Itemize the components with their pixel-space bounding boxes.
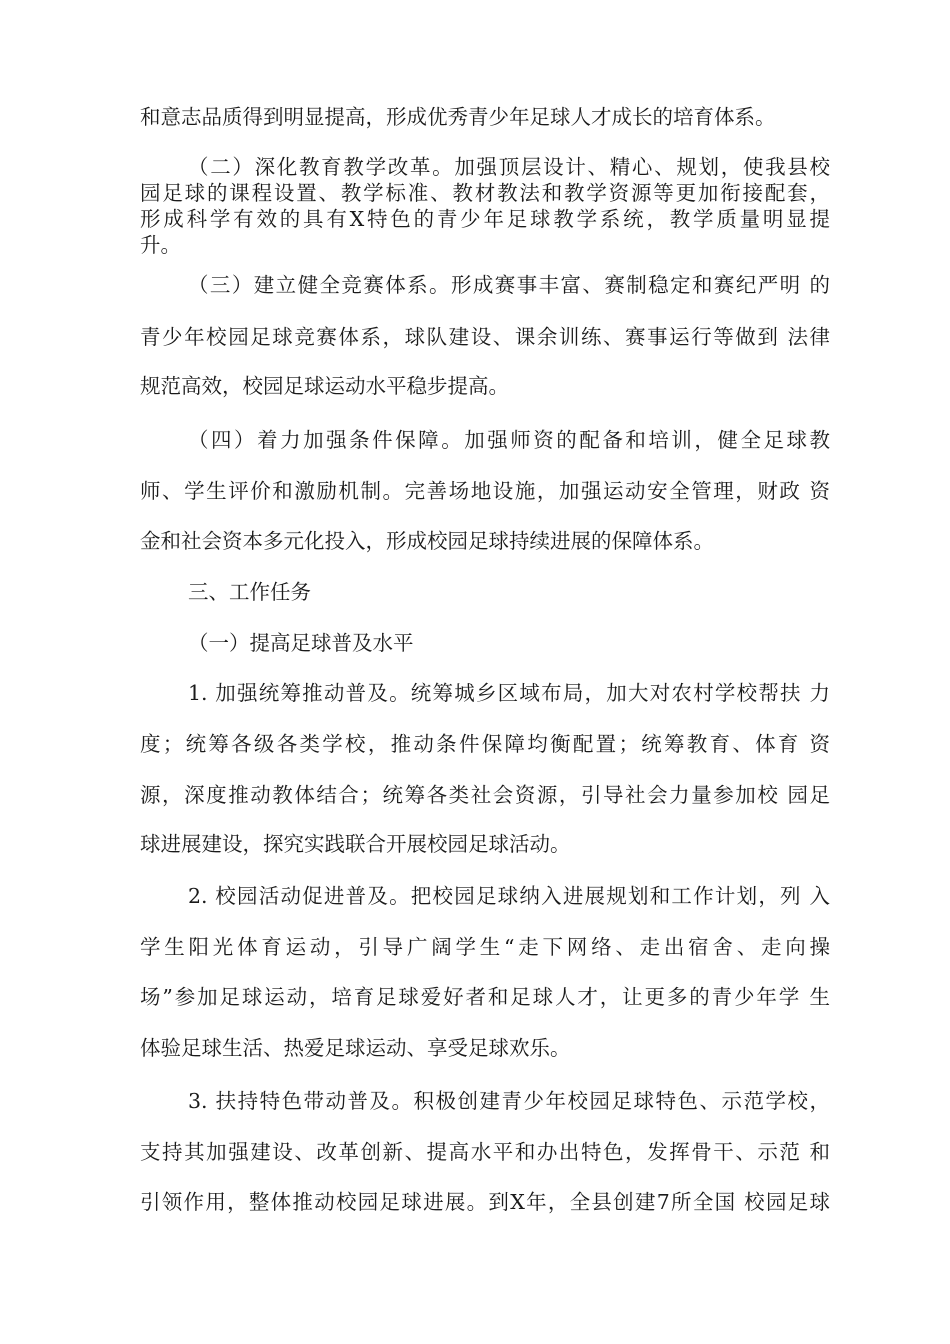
paragraph-line: 和意志品质得到明显提高，形成优秀青少年足球人才成长的培育体系。	[140, 105, 776, 129]
paragraph-line: 度；统筹各级各类学校，推动条件保障均衡配置；统筹教育、体育 资	[140, 732, 830, 756]
paragraph-line: 场”参加足球运动，培育足球爱好者和足球人才，让更多的青少年学 生	[140, 985, 830, 1009]
paragraph-line: 规范高效，校园足球运动水平稳步提高。	[140, 374, 509, 398]
paragraph-line: 青少年校园足球竞赛体系，球队建设、课余训练、赛事运行等做到 法律	[140, 325, 830, 349]
paragraph-line: 引领作用，整体推动校园足球进展。到X年，全县创建7所全国 校园足球	[140, 1190, 830, 1214]
paragraph-line: 源，深度推动教体结合；统筹各类社会资源，引导社会力量参加校 园足	[140, 783, 830, 807]
paragraph-line: 形成科学有效的具有X特色的青少年足球教学系统，教学质量明显提	[140, 207, 830, 231]
paragraph-line: 体验足球生活、热爱足球运动、享受足球欢乐。	[140, 1036, 571, 1060]
paragraph-line: 支持其加强建设、改革创新、提高水平和办出特色，发挥骨干、示范 和	[140, 1140, 830, 1164]
paragraph-line: 3. 扶持特色带动普及。积极创建青少年校园足球特色、示范学校，	[188, 1089, 830, 1113]
paragraph-line: 学生阳光体育运动，引导广阔学生“走下网络、走出宿舍、走向操	[140, 935, 830, 959]
paragraph-line: （三）建立健全竞赛体系。形成赛事丰富、赛制稳定和赛纪严明 的	[188, 273, 830, 297]
paragraph-line: （四）着力加强条件保障。加强师资的配备和培训，健全足球教	[188, 428, 830, 452]
paragraph-line: 2. 校园活动促进普及。把校园足球纳入进展规划和工作计划，列 入	[188, 884, 830, 908]
paragraph-line: 园足球的课程设置、教学标准、教材教法和教学资源等更加衔接配套，	[140, 181, 830, 205]
paragraph-line: 1. 加强统筹推动普及。统筹城乡区域布局，加大对农村学校帮扶 力	[188, 681, 830, 705]
paragraph-line: （二）深化教育教学改革。加强顶层设计、精心、规划，使我县校	[188, 155, 830, 179]
paragraph-line: 金和社会资本多元化投入，形成校园足球持续进展的保障体系。	[140, 529, 714, 553]
paragraph-line: 球进展建设，探究实践联合开展校园足球活动。	[140, 832, 571, 856]
subsection-heading: （一）提高足球普及水平	[188, 631, 414, 655]
paragraph-line: 升。	[140, 233, 181, 257]
section-heading: 三、工作任务	[188, 580, 311, 604]
paragraph-line: 师、学生评价和激励机制。完善场地设施，加强运动安全管理，财政 资	[140, 479, 830, 503]
